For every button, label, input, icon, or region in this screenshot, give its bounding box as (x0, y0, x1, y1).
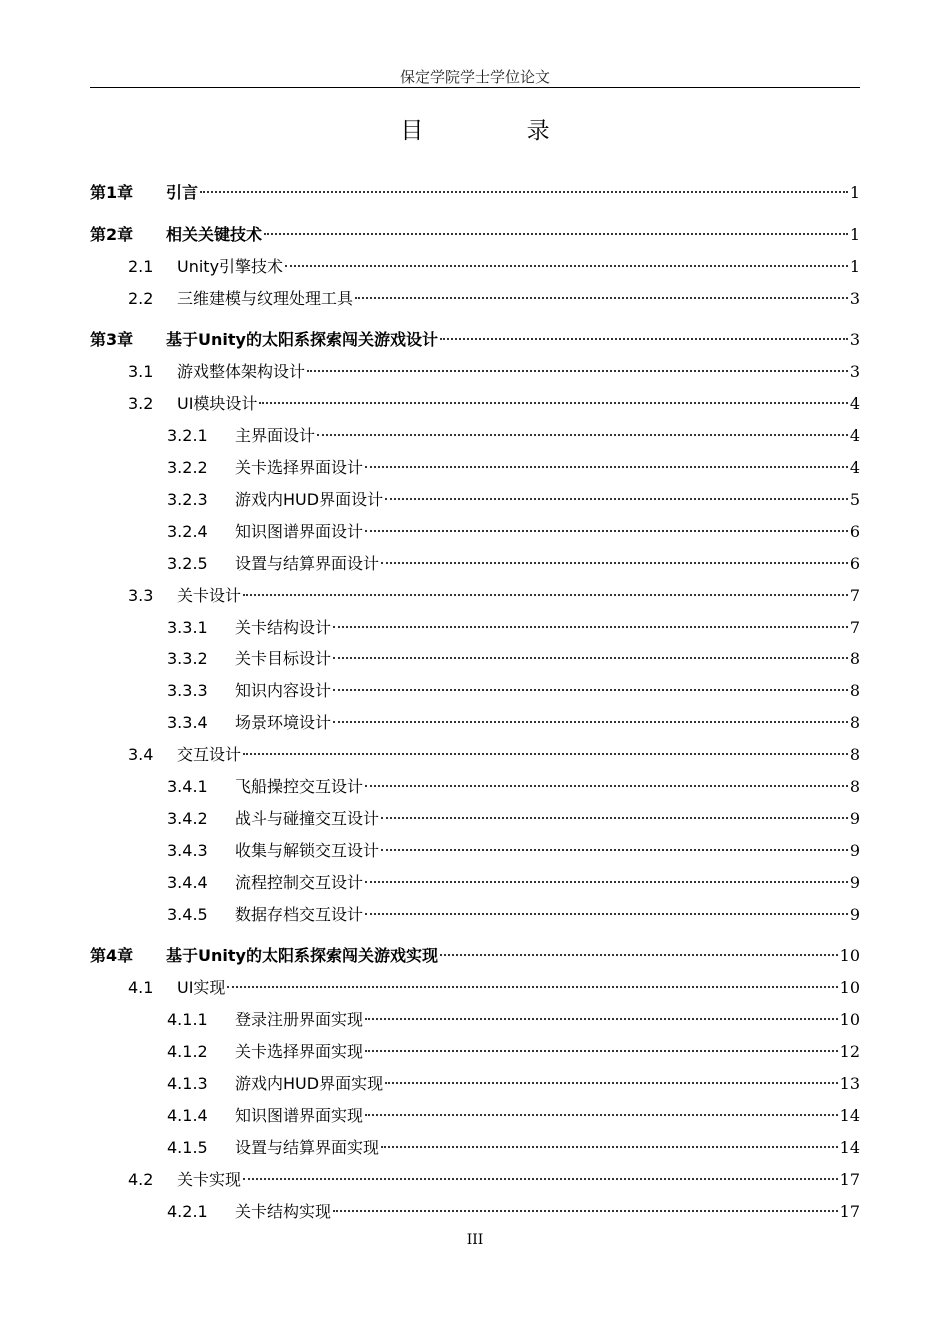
toc-entry-number: 3.2.2 (167, 458, 208, 477)
toc-entry-page: 8 (849, 745, 860, 764)
toc-entry[interactable] (90, 1037, 860, 1067)
toc-entry[interactable] (90, 549, 860, 579)
toc-entry-page: 17 (839, 1202, 860, 1221)
dot-leader (333, 657, 848, 659)
toc-entry[interactable] (90, 676, 860, 706)
toc-entry[interactable] (90, 1069, 860, 1099)
toc-entry-label: 关卡选择界面设计 (235, 458, 364, 477)
dot-leader (333, 721, 848, 723)
toc-entry-page: 4 (849, 458, 860, 477)
toc-entry[interactable] (90, 517, 860, 547)
toc-entry[interactable] (90, 941, 860, 971)
toc-entry[interactable] (90, 485, 860, 515)
toc-entry[interactable] (90, 973, 860, 1003)
toc-entry-page: 9 (849, 873, 860, 892)
toc-entry-page: 17 (839, 1170, 860, 1189)
toc-entry-label: UI模块设计 (177, 394, 258, 413)
toc-entry-page: 3 (849, 330, 860, 349)
dot-leader (440, 338, 848, 340)
toc-entry-label: 数据存档交互设计 (235, 905, 364, 924)
toc-entry-page: 12 (839, 1042, 860, 1061)
toc-entry-number: 3.3.4 (167, 713, 208, 732)
toc-entry-number: 3.2.1 (167, 426, 208, 445)
toc-entry-page: 5 (849, 490, 860, 509)
toc-entry[interactable] (90, 220, 860, 250)
toc-entry-number: 4.1.2 (167, 1042, 208, 1061)
toc-entry[interactable] (90, 613, 860, 643)
toc-entry-label: 交互设计 (177, 745, 242, 764)
dot-leader (381, 562, 848, 564)
toc-entry-number: 3.3.3 (167, 681, 208, 700)
toc-entry-label: Unity引擎技术 (177, 257, 284, 276)
dot-leader (259, 402, 847, 404)
toc-entry-page: 7 (849, 586, 860, 605)
dot-leader (285, 265, 848, 267)
dot-leader (385, 498, 848, 500)
toc-entry-label: 相关关键技术 (166, 225, 263, 244)
toc-entry[interactable] (90, 644, 860, 674)
toc-entry[interactable] (90, 900, 860, 930)
toc-entry-number: 2.2 (128, 289, 154, 308)
toc-entry-number: 3.4 (128, 745, 154, 764)
toc-entry-page: 3 (849, 289, 860, 308)
toc-entry[interactable] (90, 421, 860, 451)
dot-leader (440, 954, 838, 956)
toc-entry-number: 3.2 (128, 394, 154, 413)
toc-entry[interactable] (90, 868, 860, 898)
toc-entry-page: 14 (839, 1106, 860, 1125)
page-number: III (466, 1232, 484, 1248)
toc-entry[interactable] (90, 357, 860, 387)
toc-entry-label: 知识图谱界面设计 (235, 522, 364, 541)
toc-entry-page: 14 (839, 1138, 860, 1157)
toc-entry-label: 收集与解锁交互设计 (235, 841, 380, 860)
toc-entry-number: 4.1 (128, 978, 154, 997)
toc-entry-label: 关卡结构设计 (235, 618, 332, 637)
toc-entry[interactable] (90, 581, 860, 611)
toc-entry-label: 游戏整体架构设计 (177, 362, 306, 381)
toc-entry[interactable] (90, 1133, 860, 1163)
toc-entry-label: 游戏内HUD界面设计 (235, 490, 384, 509)
toc-entry-label: 知识内容设计 (235, 681, 332, 700)
toc-entry[interactable] (90, 325, 860, 355)
running-header: 保定学院学士学位论文 (399, 68, 550, 86)
toc-entry-page: 13 (839, 1074, 860, 1093)
dot-leader (381, 849, 848, 851)
toc-entry[interactable] (90, 772, 860, 802)
dot-leader (200, 191, 848, 193)
toc-entry-page: 4 (849, 394, 860, 413)
dot-leader (381, 1146, 838, 1148)
dot-leader (365, 1114, 838, 1116)
dot-leader (365, 1050, 838, 1052)
toc-entry-label: 关卡结构实现 (235, 1202, 332, 1221)
toc-entry[interactable] (90, 1165, 860, 1195)
toc-entry-page: 1 (849, 257, 860, 276)
toc-entry-label: 设置与结算界面实现 (235, 1138, 380, 1157)
toc-title: 目 录 (400, 118, 598, 144)
dot-leader (243, 594, 848, 596)
dot-leader (307, 370, 848, 372)
toc-entry-number: 3.1 (128, 362, 154, 381)
toc-entry-label: 登录注册界面实现 (235, 1010, 364, 1029)
toc-entry-page: 3 (849, 362, 860, 381)
toc-entry-number: 3.4.5 (167, 905, 208, 924)
toc-entry-number: 3.2.3 (167, 490, 208, 509)
toc-entry-number: 4.1.5 (167, 1138, 208, 1157)
dot-leader (333, 689, 848, 691)
toc-entry-number: 3.3 (128, 586, 154, 605)
toc-entry[interactable] (90, 1101, 860, 1131)
toc-entry-number: 3.4.3 (167, 841, 208, 860)
toc-entry-label: 主界面设计 (235, 426, 316, 445)
toc-entry[interactable] (90, 740, 860, 770)
toc-entry[interactable] (90, 804, 860, 834)
toc-entry-label: 飞船操控交互设计 (235, 777, 364, 796)
toc-entry-label: 知识图谱界面实现 (235, 1106, 364, 1125)
header-rule (90, 87, 860, 88)
dot-leader (333, 1210, 838, 1212)
toc-entry-label: 基于Unity的太阳系探索闯关游戏设计 (166, 330, 438, 349)
toc-entry-number: 第4章 (90, 946, 134, 965)
toc-entry-label: 场景环境设计 (235, 713, 332, 732)
dot-leader (333, 626, 848, 628)
toc-entry-label: 关卡目标设计 (235, 649, 332, 668)
dot-leader (385, 1082, 838, 1084)
toc-entry-page: 1 (849, 183, 860, 202)
toc-entry-page: 9 (849, 809, 860, 828)
toc-entry-number: 第1章 (90, 183, 134, 202)
toc-entry-page: 9 (849, 905, 860, 924)
dot-leader (264, 233, 848, 235)
toc-entry-label: 流程控制交互设计 (235, 873, 364, 892)
dot-leader (365, 530, 848, 532)
toc-entry-number: 4.1.3 (167, 1074, 208, 1093)
toc-entry-number: 第3章 (90, 330, 134, 349)
toc-entry-number: 3.4.1 (167, 777, 208, 796)
dot-leader (381, 817, 848, 819)
toc-entry-number: 3.4.4 (167, 873, 208, 892)
dot-leader (365, 785, 848, 787)
toc-entry[interactable] (90, 178, 860, 208)
toc-entry-number: 2.1 (128, 257, 154, 276)
toc-entry-number: 4.1.4 (167, 1106, 208, 1125)
dot-leader (227, 986, 837, 988)
toc-entry-label: 设置与结算界面设计 (235, 554, 380, 573)
toc-entry-number: 3.2.5 (167, 554, 208, 573)
toc-entry-number: 4.1.1 (167, 1010, 208, 1029)
toc-entry-number: 4.2.1 (167, 1202, 208, 1221)
toc-entry[interactable] (90, 284, 860, 314)
toc-entry-page: 8 (849, 713, 860, 732)
toc-entry-label: UI实现 (177, 978, 226, 997)
toc-entry-number: 3.4.2 (167, 809, 208, 828)
toc-entry-page: 10 (839, 978, 860, 997)
toc-entry[interactable] (90, 389, 860, 419)
toc-entry-page: 8 (849, 777, 860, 796)
toc-entry-label: 关卡设计 (177, 586, 242, 605)
dot-leader (243, 753, 848, 755)
toc-entry-number: 第2章 (90, 225, 134, 244)
toc-entry[interactable] (90, 708, 860, 738)
toc-entry[interactable] (90, 836, 860, 866)
toc-entry-page: 1 (849, 225, 860, 244)
dot-leader (365, 1018, 838, 1020)
toc-entry-label: 基于Unity的太阳系探索闯关游戏实现 (166, 946, 438, 965)
toc-entry-page: 6 (849, 554, 860, 573)
toc-entry-number: 3.2.4 (167, 522, 208, 541)
toc-entry-number: 4.2 (128, 1170, 154, 1189)
toc-entry-page: 6 (849, 522, 860, 541)
toc-entry-page: 10 (839, 1010, 860, 1029)
toc-entry-label: 战斗与碰撞交互设计 (235, 809, 380, 828)
dot-leader (243, 1178, 838, 1180)
toc-entry-page: 8 (849, 649, 860, 668)
dot-leader (365, 881, 848, 883)
toc-entry[interactable] (90, 1197, 860, 1227)
toc-entry-label: 关卡实现 (177, 1170, 242, 1189)
toc-entry-label: 引言 (166, 183, 199, 202)
dot-leader (365, 466, 848, 468)
toc-entry[interactable] (90, 252, 860, 282)
toc-entry-page: 9 (849, 841, 860, 860)
toc-entry-page: 4 (849, 426, 860, 445)
toc-entry-label: 关卡选择界面实现 (235, 1042, 364, 1061)
toc-entry-label: 游戏内HUD界面实现 (235, 1074, 384, 1093)
toc-entry[interactable] (90, 1005, 860, 1035)
toc-entry-number: 3.3.1 (167, 618, 208, 637)
toc-entry-number: 3.3.2 (167, 649, 208, 668)
toc-entry-page: 7 (849, 618, 860, 637)
toc-entry[interactable] (90, 453, 860, 483)
dot-leader (355, 297, 848, 299)
toc-entry-page: 10 (839, 946, 860, 965)
toc-entry-page: 8 (849, 681, 860, 700)
toc-entry-label: 三维建模与纹理处理工具 (177, 289, 354, 308)
dot-leader (317, 434, 848, 436)
dot-leader (365, 913, 848, 915)
